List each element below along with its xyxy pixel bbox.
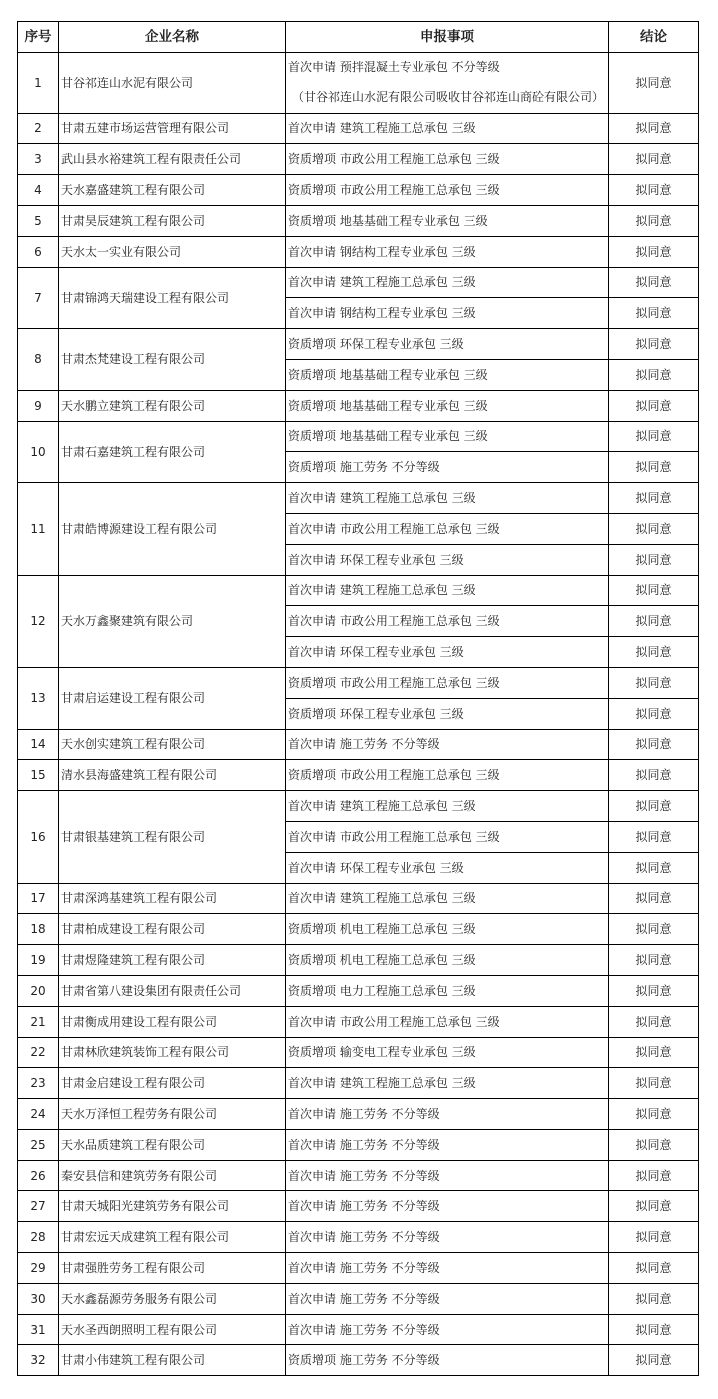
conclusion: 拟同意 (609, 1314, 699, 1345)
header-row (18, 22, 699, 53)
conclusion: 拟同意 (609, 698, 699, 729)
conclusion: 拟同意 (609, 390, 699, 421)
application-item: 首次申请 施工劳务 不分等级 (286, 1283, 609, 1314)
table-row (18, 53, 699, 114)
conclusion: 拟同意 (609, 945, 699, 976)
table-row (18, 1037, 699, 1068)
conclusion: 拟同意 (609, 483, 699, 514)
table-row (18, 113, 699, 144)
row-number: 25 (18, 1129, 59, 1160)
application-item: 首次申请 环保工程专业承包 三级 (286, 637, 609, 668)
company-name: 甘肃启运建设工程有限公司 (59, 667, 286, 729)
application-item: 资质增项 地基基础工程专业承包 三级 (286, 421, 609, 452)
application-item: 首次申请 施工劳务 不分等级 (286, 1191, 609, 1222)
company-name: 甘肃天城阳光建筑劳务有限公司 (59, 1191, 286, 1222)
table-row (18, 390, 699, 421)
company-name: 甘肃林欣建筑装饰工程有限公司 (59, 1037, 286, 1068)
table-row (18, 1222, 699, 1253)
company-name: 甘肃石嘉建筑工程有限公司 (59, 421, 286, 483)
application-item: 首次申请 施工劳务 不分等级 (286, 729, 609, 760)
row-number: 21 (18, 1006, 59, 1037)
conclusion: 拟同意 (609, 606, 699, 637)
conclusion: 拟同意 (609, 544, 699, 575)
row-number: 32 (18, 1345, 59, 1376)
conclusion: 拟同意 (609, 1222, 699, 1253)
table-row (18, 236, 699, 267)
table-row (18, 1006, 699, 1037)
table-row (18, 175, 699, 206)
conclusion: 拟同意 (609, 1068, 699, 1099)
application-item: 资质增项 机电工程施工总承包 三级 (286, 914, 609, 945)
row-number: 2 (18, 113, 59, 144)
application-item: 首次申请 环保工程专业承包 三级 (286, 852, 609, 883)
conclusion: 拟同意 (609, 575, 699, 606)
row-number: 10 (18, 421, 59, 483)
application-item: 首次申请 施工劳务 不分等级 (286, 1314, 609, 1345)
row-number: 22 (18, 1037, 59, 1068)
company-name: 甘肃强胜劳务工程有限公司 (59, 1253, 286, 1284)
application-item: 资质增项 地基基础工程专业承包 三级 (286, 390, 609, 421)
application-item: 资质增项 机电工程施工总承包 三级 (286, 945, 609, 976)
company-name: 清水县海盛建筑工程有限公司 (59, 760, 286, 791)
table-row (18, 1191, 699, 1222)
application-item: 首次申请 市政公用工程施工总承包 三级 (286, 821, 609, 852)
application-item: 首次申请 钢结构工程专业承包 三级 (286, 236, 609, 267)
row-number: 14 (18, 729, 59, 760)
table-row (18, 1129, 699, 1160)
application-item-line: 首次申请 预拌混凝土专业承包 不分等级 (288, 60, 500, 74)
row-number: 8 (18, 329, 59, 391)
company-name: 天水万鑫聚建筑有限公司 (59, 575, 286, 667)
application-item: 首次申请 建筑工程施工总承包 三级 (286, 113, 609, 144)
company-name: 甘肃深鸿基建筑工程有限公司 (59, 883, 286, 914)
application-item: 资质增项 市政公用工程施工总承包 三级 (286, 760, 609, 791)
row-number: 1 (18, 53, 59, 114)
conclusion: 拟同意 (609, 513, 699, 544)
conclusion: 拟同意 (609, 53, 699, 114)
company-name: 甘肃昊辰建筑工程有限公司 (59, 205, 286, 236)
conclusion: 拟同意 (609, 359, 699, 390)
conclusion: 拟同意 (609, 1129, 699, 1160)
application-item (286, 53, 609, 114)
application-item-line: （甘谷祁连山水泥有限公司吸收甘谷祁连山商砼有限公司） (292, 89, 605, 104)
conclusion: 拟同意 (609, 329, 699, 360)
application-item: 首次申请 建筑工程施工总承包 三级 (286, 483, 609, 514)
application-item: 首次申请 市政公用工程施工总承包 三级 (286, 1006, 609, 1037)
table-row (18, 575, 699, 606)
table-row (18, 144, 699, 175)
table-row (18, 483, 699, 514)
company-name: 天水太一实业有限公司 (59, 236, 286, 267)
row-number: 13 (18, 667, 59, 729)
table-row (18, 975, 699, 1006)
row-number: 29 (18, 1253, 59, 1284)
table-row (18, 329, 699, 360)
company-name: 甘肃柏成建设工程有限公司 (59, 914, 286, 945)
approval-table (17, 21, 699, 1376)
table-row (18, 945, 699, 976)
table-row (18, 1068, 699, 1099)
conclusion: 拟同意 (609, 1037, 699, 1068)
company-name: 甘肃皓博源建设工程有限公司 (59, 483, 286, 575)
conclusion: 拟同意 (609, 1160, 699, 1191)
table-row (18, 267, 699, 298)
application-item: 首次申请 施工劳务 不分等级 (286, 1253, 609, 1284)
application-item: 首次申请 环保工程专业承包 三级 (286, 544, 609, 575)
table-row (18, 1253, 699, 1284)
row-number: 30 (18, 1283, 59, 1314)
row-number: 23 (18, 1068, 59, 1099)
application-item: 首次申请 市政公用工程施工总承包 三级 (286, 606, 609, 637)
row-number: 6 (18, 236, 59, 267)
conclusion: 拟同意 (609, 883, 699, 914)
conclusion: 拟同意 (609, 144, 699, 175)
conclusion: 拟同意 (609, 298, 699, 329)
row-number: 20 (18, 975, 59, 1006)
application-item: 资质增项 施工劳务 不分等级 (286, 1345, 609, 1376)
row-number: 18 (18, 914, 59, 945)
company-name: 秦安县信和建筑劳务有限公司 (59, 1160, 286, 1191)
application-item: 资质增项 施工劳务 不分等级 (286, 452, 609, 483)
conclusion: 拟同意 (609, 113, 699, 144)
table-body (18, 53, 699, 1376)
header-conclusion: 结论 (609, 22, 699, 53)
conclusion: 拟同意 (609, 914, 699, 945)
company-name: 甘肃锦鸿天瑞建设工程有限公司 (59, 267, 286, 329)
company-name: 天水品质建筑工程有限公司 (59, 1129, 286, 1160)
company-name: 天水万泽恒工程劳务有限公司 (59, 1099, 286, 1130)
conclusion: 拟同意 (609, 637, 699, 668)
application-item: 首次申请 施工劳务 不分等级 (286, 1160, 609, 1191)
company-name: 天水创实建筑工程有限公司 (59, 729, 286, 760)
row-number: 27 (18, 1191, 59, 1222)
table-row (18, 1314, 699, 1345)
conclusion: 拟同意 (609, 729, 699, 760)
row-number: 26 (18, 1160, 59, 1191)
table-row (18, 1345, 699, 1376)
application-item: 首次申请 建筑工程施工总承包 三级 (286, 1068, 609, 1099)
application-item: 资质增项 市政公用工程施工总承包 三级 (286, 144, 609, 175)
company-name: 甘肃宏远天成建筑工程有限公司 (59, 1222, 286, 1253)
company-name: 武山县水裕建筑工程有限责任公司 (59, 144, 286, 175)
header-item: 申报事项 (286, 22, 609, 53)
row-number: 17 (18, 883, 59, 914)
application-item: 资质增项 环保工程专业承包 三级 (286, 329, 609, 360)
conclusion: 拟同意 (609, 1345, 699, 1376)
conclusion: 拟同意 (609, 205, 699, 236)
company-name: 天水嘉盛建筑工程有限公司 (59, 175, 286, 206)
application-item: 资质增项 市政公用工程施工总承包 三级 (286, 175, 609, 206)
table-row (18, 667, 699, 698)
conclusion: 拟同意 (609, 1006, 699, 1037)
conclusion: 拟同意 (609, 760, 699, 791)
application-item: 资质增项 市政公用工程施工总承包 三级 (286, 667, 609, 698)
row-number: 9 (18, 390, 59, 421)
row-number: 5 (18, 205, 59, 236)
table-row (18, 205, 699, 236)
conclusion: 拟同意 (609, 175, 699, 206)
conclusion: 拟同意 (609, 267, 699, 298)
company-name: 天水鑫磊源劳务服务有限公司 (59, 1283, 286, 1314)
conclusion: 拟同意 (609, 236, 699, 267)
table-row (18, 1099, 699, 1130)
application-item: 首次申请 施工劳务 不分等级 (286, 1099, 609, 1130)
application-item: 首次申请 建筑工程施工总承包 三级 (286, 267, 609, 298)
application-item: 首次申请 钢结构工程专业承包 三级 (286, 298, 609, 329)
conclusion: 拟同意 (609, 421, 699, 452)
application-item: 首次申请 建筑工程施工总承包 三级 (286, 575, 609, 606)
application-item: 首次申请 建筑工程施工总承包 三级 (286, 791, 609, 822)
application-item: 资质增项 地基基础工程专业承包 三级 (286, 359, 609, 390)
application-item: 资质增项 输变电工程专业承包 三级 (286, 1037, 609, 1068)
row-number: 19 (18, 945, 59, 976)
row-number: 11 (18, 483, 59, 575)
table-row (18, 760, 699, 791)
company-name: 甘肃五建市场运营管理有限公司 (59, 113, 286, 144)
conclusion: 拟同意 (609, 821, 699, 852)
application-item: 资质增项 地基基础工程专业承包 三级 (286, 205, 609, 236)
table-row (18, 791, 699, 822)
application-item: 资质增项 环保工程专业承包 三级 (286, 698, 609, 729)
conclusion: 拟同意 (609, 1283, 699, 1314)
row-number: 16 (18, 791, 59, 883)
row-number: 31 (18, 1314, 59, 1345)
table-row (18, 1283, 699, 1314)
table-row (18, 421, 699, 452)
row-number: 12 (18, 575, 59, 667)
application-item: 首次申请 施工劳务 不分等级 (286, 1222, 609, 1253)
table-row (18, 914, 699, 945)
application-item: 首次申请 市政公用工程施工总承包 三级 (286, 513, 609, 544)
company-name: 甘肃银基建筑工程有限公司 (59, 791, 286, 883)
company-name: 甘肃省第八建设集团有限责任公司 (59, 975, 286, 1006)
conclusion: 拟同意 (609, 975, 699, 1006)
company-name: 甘肃杰梵建设工程有限公司 (59, 329, 286, 391)
row-number: 4 (18, 175, 59, 206)
row-number: 7 (18, 267, 59, 329)
conclusion: 拟同意 (609, 667, 699, 698)
row-number: 3 (18, 144, 59, 175)
table-row (18, 883, 699, 914)
table-row (18, 1160, 699, 1191)
header-company: 企业名称 (59, 22, 286, 53)
conclusion: 拟同意 (609, 852, 699, 883)
application-item: 资质增项 电力工程施工总承包 三级 (286, 975, 609, 1006)
header-no: 序号 (18, 22, 59, 53)
company-name: 天水圣西朗照明工程有限公司 (59, 1314, 286, 1345)
conclusion: 拟同意 (609, 1253, 699, 1284)
application-item: 首次申请 建筑工程施工总承包 三级 (286, 883, 609, 914)
company-name: 甘肃小伟建筑工程有限公司 (59, 1345, 286, 1376)
application-item: 首次申请 施工劳务 不分等级 (286, 1129, 609, 1160)
conclusion: 拟同意 (609, 1099, 699, 1130)
company-name: 天水鹏立建筑工程有限公司 (59, 390, 286, 421)
conclusion: 拟同意 (609, 791, 699, 822)
conclusion: 拟同意 (609, 452, 699, 483)
company-name: 甘肃煜隆建筑工程有限公司 (59, 945, 286, 976)
row-number: 15 (18, 760, 59, 791)
company-name: 甘肃衡成用建设工程有限公司 (59, 1006, 286, 1037)
company-name: 甘谷祁连山水泥有限公司 (59, 53, 286, 114)
table-row (18, 729, 699, 760)
row-number: 24 (18, 1099, 59, 1130)
row-number: 28 (18, 1222, 59, 1253)
company-name: 甘肃金启建设工程有限公司 (59, 1068, 286, 1099)
conclusion: 拟同意 (609, 1191, 699, 1222)
